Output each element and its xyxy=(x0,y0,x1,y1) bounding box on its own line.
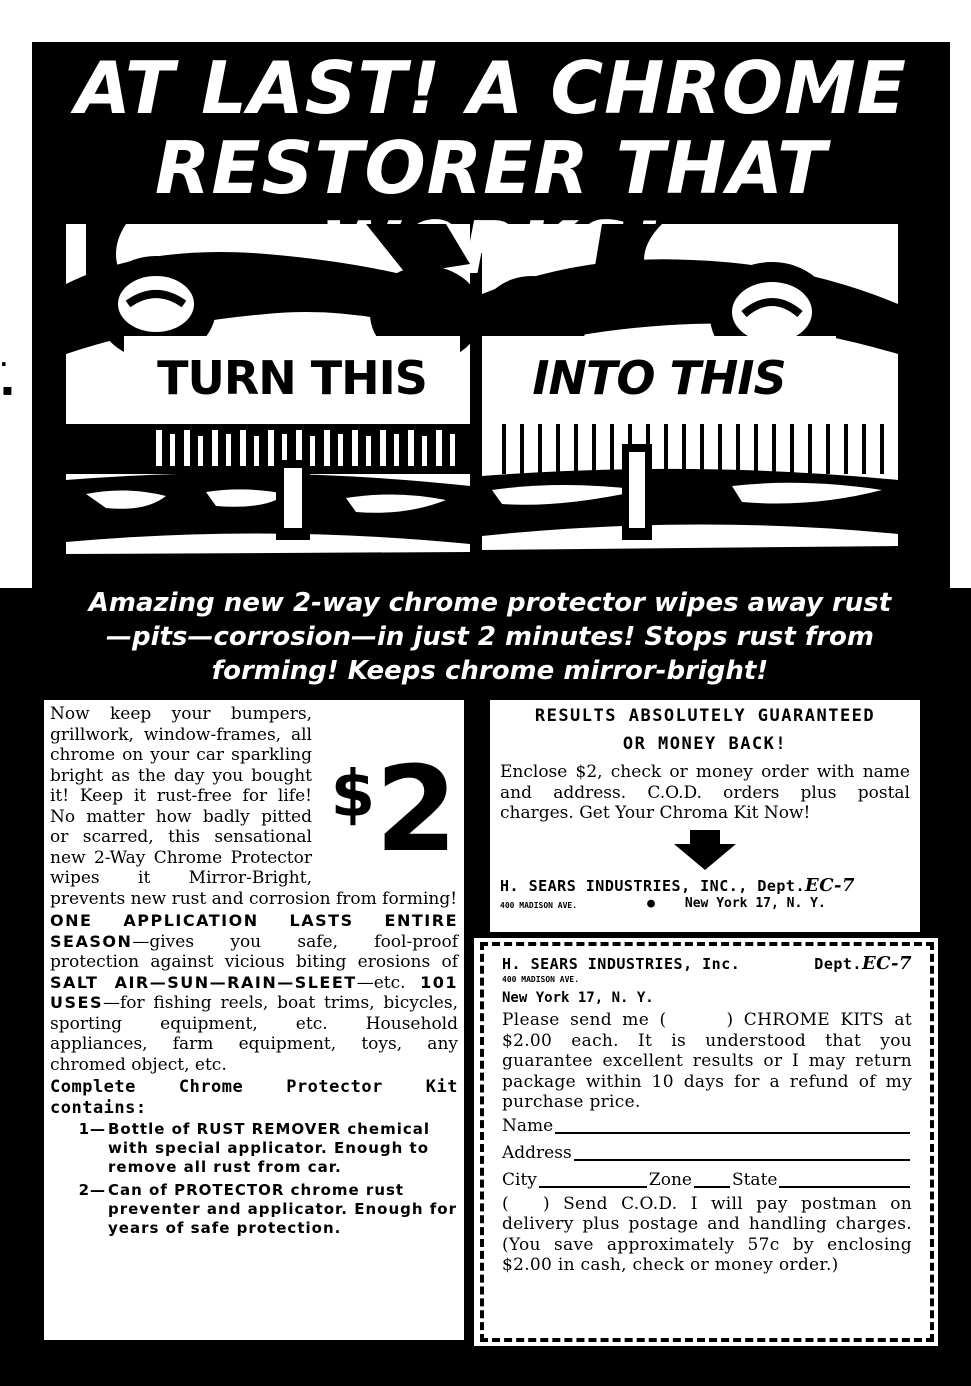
season-text: —gives you safe, fool-proof protection against vicious biting erosions of xyxy=(50,931,458,972)
price-badge xyxy=(318,740,464,878)
subheadline-line-2: —pits—corrosion—in just 2 minutes! Stops rust from xyxy=(106,622,874,652)
subheadline-line-1: Amazing new 2-way chrome protector wipes away rust xyxy=(88,588,892,618)
dollar-sign: $ xyxy=(330,758,376,832)
bullet-icon: ● xyxy=(647,895,655,911)
price-amount: 2 xyxy=(375,740,452,878)
coupon-street: 400 MADISON AVE. xyxy=(502,975,580,984)
right-order-panel xyxy=(490,700,920,932)
company-street-city xyxy=(490,896,920,916)
city-address: New York 17, N. Y. xyxy=(684,895,826,911)
down-arrow-icon xyxy=(674,830,736,870)
subheadline xyxy=(40,586,940,688)
weather-elements: SALT AIR—SUN—RAIN—SLEET xyxy=(50,972,357,992)
into-this-label: INTO THIS xyxy=(482,336,836,420)
coupon-dept-label: Dept. xyxy=(814,955,862,973)
zone-label: Zone xyxy=(648,1169,692,1190)
guarantee-heading xyxy=(490,702,920,758)
address-line[interactable] xyxy=(574,1159,910,1161)
edge-mark: · xyxy=(0,352,8,376)
zone-line[interactable] xyxy=(694,1186,730,1188)
etc-text: —etc. xyxy=(356,972,421,993)
coupon-form xyxy=(502,954,912,1276)
kit-item-number: 1— xyxy=(78,1120,106,1138)
request-text-start: Please send me ( xyxy=(502,1010,667,1030)
kit-item-text: Bottle of RUST REMOVER chemical with special applicator. Enough to remove all rust from car. xyxy=(108,1120,431,1176)
cod-option-text xyxy=(502,1194,912,1276)
coupon-header xyxy=(502,954,912,974)
kit-heading: Complete Chrome Protector Kit contains: xyxy=(50,1077,458,1118)
subheadline-line-3: forming! Keeps chrome mirror-bright! xyxy=(211,656,769,686)
state-label: State xyxy=(731,1169,778,1190)
city-line[interactable] xyxy=(539,1186,647,1188)
headline-line-1: AT LAST! A CHROME xyxy=(75,46,907,130)
company-name: H. SEARS INDUSTRIES, INC., Dept. xyxy=(500,876,805,895)
company-address xyxy=(490,876,920,896)
uses-text: —for fishing reels, boat trims, bicycles, sporting equipment, etc. Household appliances, farm equipment, toys, any chromed object, etc. xyxy=(50,993,458,1075)
edge-mark: ▪ xyxy=(2,380,13,399)
address-label: Address xyxy=(502,1142,572,1163)
name-line[interactable] xyxy=(555,1132,910,1134)
state-line[interactable] xyxy=(779,1186,910,1188)
kit-item-text: Can of PROTECTOR chrome rust preventer and applicator. Enough for years of safe protection. xyxy=(108,1181,457,1237)
kit-item xyxy=(50,1181,464,1238)
guarantee-line-1: RESULTS ABSOLUTELY GUARANTEED xyxy=(534,706,876,726)
kit-item xyxy=(50,1120,464,1177)
turn-this-label: TURN THIS xyxy=(124,336,460,420)
coupon-dept xyxy=(814,954,912,974)
name-field[interactable] xyxy=(502,1113,912,1140)
headline-line-2: RESTORER THAT xyxy=(154,126,828,210)
season-lead: ONE APPLICATION LASTS ENTIRE SEASON xyxy=(50,911,458,951)
coupon-city: New York 17, N. Y. xyxy=(502,990,654,1006)
city-zone-state-field[interactable] xyxy=(502,1167,912,1194)
street-address: 400 MADISON AVE. xyxy=(500,900,578,910)
edge-arrow-mark-icon xyxy=(0,994,22,1018)
city-label: City xyxy=(502,1169,537,1190)
coupon-dept-code: EC-7 xyxy=(861,953,912,974)
name-label: Name xyxy=(502,1115,554,1136)
dept-code: EC-7 xyxy=(804,874,856,896)
order-coupon[interactable] xyxy=(474,938,938,1346)
cod-paren-open: ( xyxy=(502,1193,509,1214)
uses-lead: 101 USES xyxy=(50,972,458,1012)
season-paragraph xyxy=(44,909,464,1075)
left-copy-panel xyxy=(44,700,464,1340)
kit-item-number: 2— xyxy=(78,1181,106,1199)
coupon-request-text xyxy=(502,1010,912,1113)
intro-paragraph: Now keep your bumpers, grillwork, window-frames, all chrome on your car sparkling bright as the day you bought it! Keep it rust-free for life! No matter how badly pitted or scarred, this sensational new 2-Way Chrome Protector wipes it Mirror-Bright, prevents new rust and corrosion from forming! xyxy=(50,704,458,909)
request-text-end: ) CHROME KITS at $2.00 each. It is understood that you guarantee excellent results or I may return package within 10 days for a refund of my purchase price. xyxy=(502,1010,912,1112)
cod-text: ) Send C.O.D. I will pay postman on delivery plus postage and handling charges. (You save approximately 57c by enclosing $2.00 in cash, check or money order.) xyxy=(502,1193,912,1275)
coupon-company-name: H. SEARS INDUSTRIES, Inc. xyxy=(502,955,741,973)
kit-contents-list xyxy=(44,1120,464,1238)
guarantee-line-2: OR MONEY BACK! xyxy=(622,734,788,754)
address-field[interactable] xyxy=(502,1140,912,1167)
order-instructions: Enclose $2, check or money order with name and address. C.O.D. orders plus postal charges. Get Your Chroma Kit Now! xyxy=(500,762,910,823)
